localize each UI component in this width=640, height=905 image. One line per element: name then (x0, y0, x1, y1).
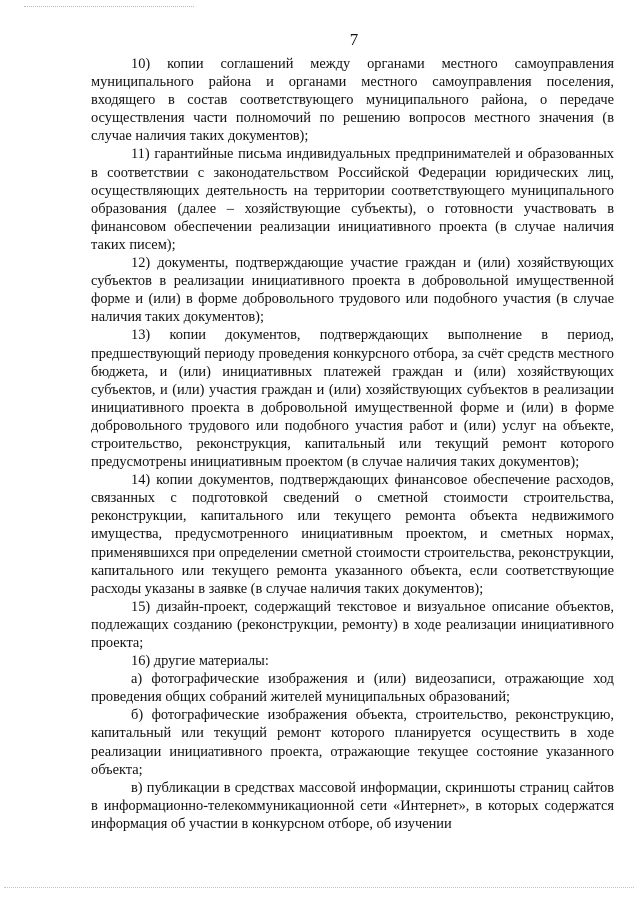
sub-item-v: в) публикации в средствах массовой информации, скриншоты страниц сайтов в информационно-телекоммуникационной сети «Интернет», в которых содержатся информация об участии в конкурсном отборе, об изучении (91, 779, 614, 832)
list-item-15: 15) дизайн-проект, содержащий текстовое и визуальное описание объектов, подлежащих созданию (реконструкции, ремонту) в ходе реализации инициативного проекта; (91, 598, 614, 651)
document-body (91, 55, 614, 833)
sub-item-a: а) фотографические изображения и (или) видеозаписи, отражающие ход проведения общих собраний жителей муниципальных образований; (91, 671, 614, 706)
list-item-10: 10) копии соглашений между органами местного самоуправления муниципального района и органами местного самоуправления поселения, входящего в состав соответствующего муниципального района, о передаче осуществления части полномочий по решению вопросов местного значения (в случае наличия таких документов); (91, 56, 614, 145)
list-item-16: 16) другие материалы: (131, 653, 269, 670)
list-item-11: 11) гарантийные письма индивидуальных предпринимателей и образованных в соответствии с законодательством Российской Федерации юридических лиц, осуществляющих деятельность на территории соответствующего муниципального образования (далее – хозяйствующие субъекты), о готовности участвовать в финансовом обеспечении реализации инициативного проекта (в случае наличия таких писем); (91, 146, 614, 253)
list-item-14: 14) копии документов, подтверждающих финансовое обеспечение расходов, связанных с подготовкой сведений о сметной стоимости строительства, реконструкции, капитального или текущего ремонта объекта недвижимого имущества, предусмотренного инициативным проектом, и сметных нормах, применявшихся при определении сметной стоимости строительства, реконструкции, капитального или текущего ремонта указанного объекта, если соответствующие расходы указаны в заявке (в случае наличия таких документов); (91, 472, 614, 597)
sub-item-b: б) фотографические изображения объекта, строительство, реконструкцию, капитальный или текущий ремонт которого планируется осуществить в ходе реализации инициативного проекта, отражающие текущее состояние указанного объекта; (91, 707, 614, 778)
scan-edge-top (24, 6, 194, 8)
page-number: 7 (349, 30, 359, 49)
list-item-13: 13) копии документов, подтверждающих выполнение в период, предшествующий периоду проведения конкурсного отбора, за счёт средств местного бюджета, и (или) инициативных платежей граждан и (или) хозяйствующих субъектов, и (или) участия граждан и (или) хозяйствующих субъектов в реализации инициативного проекта в добровольной имущественной форме и (или) в форме добровольного трудового или подобного участия работ и (или) услуг на объекте, строительство, реконструкция, капитальный или текущий ремонт которого предусмотрены инициативным проектом (в случае наличия таких документов); (91, 327, 614, 471)
list-item-12: 12) документы, подтверждающие участие граждан и (или) хозяйствующих субъектов в реализации инициативного проекта в добровольной имущественной форме и (или) в форме добровольного трудового или подобного участия (в случае наличия таких документов); (91, 255, 614, 326)
scan-edge-bottom (4, 887, 634, 889)
